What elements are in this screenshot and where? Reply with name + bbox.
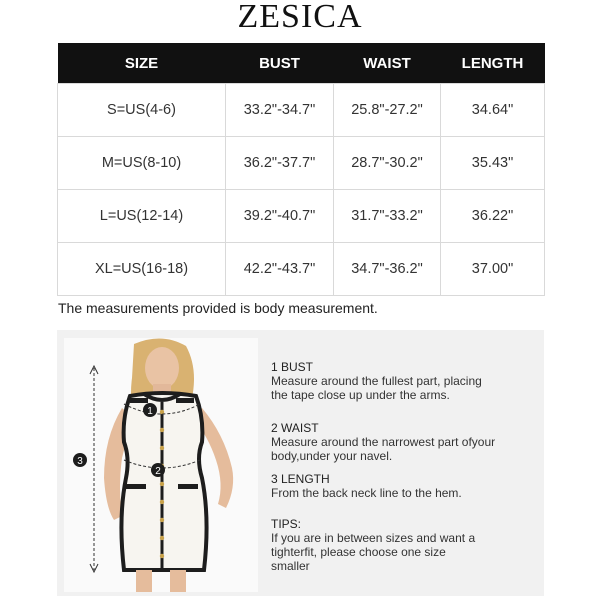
cell-bust: 33.2"-34.7" [226,84,334,137]
waist-text-line: body,under your navel. [271,449,393,463]
cell-waist: 31.7"-33.2" [334,190,441,243]
cell-length: 34.64" [441,84,545,137]
table-header-row [58,43,545,84]
waist-text-line: Measure around the narrowest part ofyour [271,435,496,449]
cell-waist: 28.7"-30.2" [334,137,441,190]
tips-title: TIPS: [271,517,302,531]
length-title: 3 LENGTH [271,472,330,486]
header-size: SIZE [58,43,226,84]
length-text-line: From the back neck line to the hem. [271,486,462,500]
table-row [58,137,545,190]
tips-text-line: If you are in between sizes and want a [271,531,476,545]
header-waist: WAIST [334,43,441,84]
model-photo [64,338,258,592]
size-chart-table [57,43,545,296]
measurement-note: The measurements provided is body measurement. [58,300,378,316]
dress-illustration [64,338,258,592]
cell-length: 36.22" [441,190,545,243]
header-bust: BUST [226,43,334,84]
length-instructions [271,472,462,500]
tips-section [271,517,475,573]
tips-text-line: smaller [271,559,310,573]
cell-size: XL=US(16-18) [58,243,226,296]
cell-bust: 36.2"-37.7" [226,137,334,190]
waist-title: 2 WAIST [271,421,319,435]
waist-instructions [271,421,495,463]
cell-length: 35.43" [441,137,545,190]
cell-size: L=US(12-14) [58,190,226,243]
cell-size: M=US(8-10) [58,137,226,190]
cell-bust: 42.2"-43.7" [226,243,334,296]
table-row [58,84,545,137]
brand-logo: ZESICA [237,0,363,35]
cell-size: S=US(4-6) [58,84,226,137]
bust-instructions [271,360,482,402]
bust-text-line: the tape close up under the arms. [271,388,450,402]
cell-waist: 25.8"-27.2" [334,84,441,137]
bust-title: 1 BUST [271,360,314,374]
marker-bust: 1 [147,406,153,417]
table-row [58,243,545,296]
cell-waist: 34.7"-36.2" [334,243,441,296]
marker-waist: 2 [155,466,161,477]
tips-text-line: tighterfit, please choose one size [271,545,446,559]
marker-length: 3 [77,456,83,467]
table-row [58,190,545,243]
bust-text-line: Measure around the fullest part, placing [271,374,482,388]
header-length: LENGTH [441,43,545,84]
cell-length: 37.00" [441,243,545,296]
cell-bust: 39.2"-40.7" [226,190,334,243]
